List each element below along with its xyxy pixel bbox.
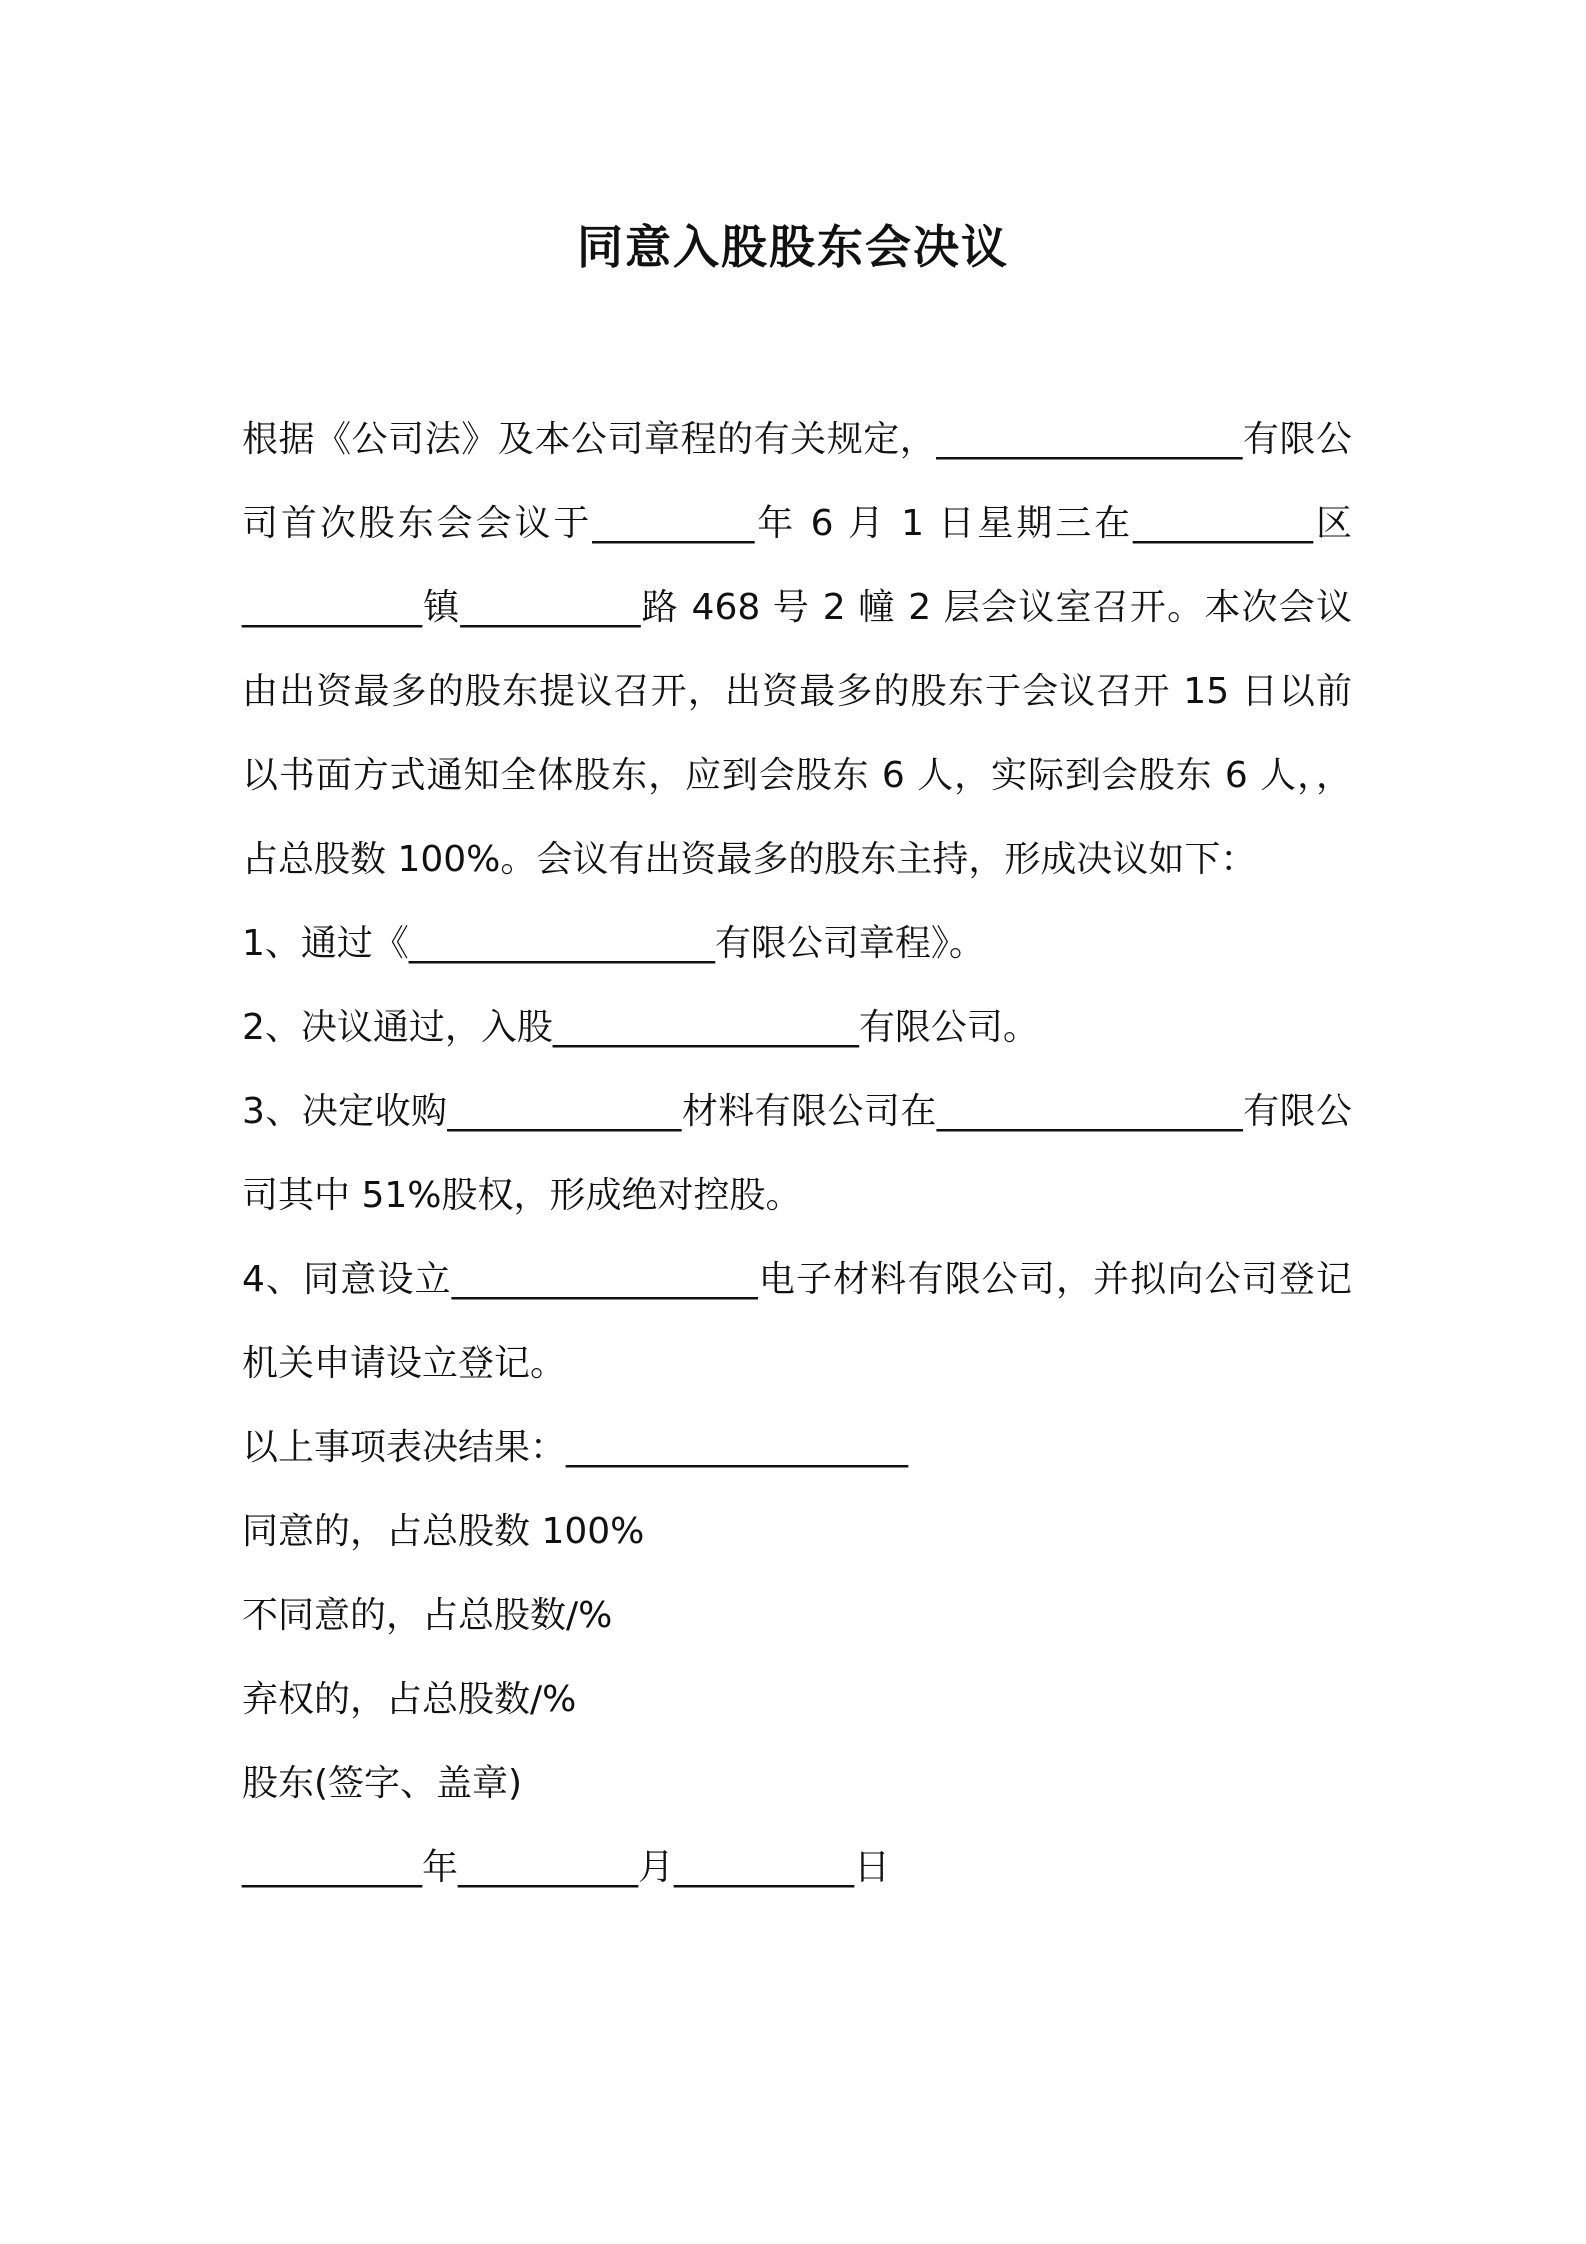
- date-line: __________年__________月__________日: [242, 1847, 890, 1888]
- intro-paragraph: 根据《公司法》及本公司章程的有关规定，_________________有限公司首次股东会会议于_________年 6 月 1 日星期三在__________区__________镇__________路 468 号 2 幢 2 层会议室召开。本次会议由出资最多的股东提议召开，出资最多的股东于会议召开 15 日以前以书面方式通知全体股东，应到会股东 6 人，实际到会股东 6 人，，占总股数 100%。会议有出资最多的股东主持，形成决议如下：: [242, 419, 1352, 880]
- resolution-item-2: 2、决议通过，入股_________________有限公司。: [242, 1007, 1039, 1048]
- vote-agree: 同意的，占总股数 100%: [242, 1511, 645, 1552]
- resolution-item-3: 3、决定收购_____________材料有限公司在_________________有限公司其中 51%股权，形成绝对控股。: [242, 1091, 1352, 1216]
- resolution-item-1: 1、通过《_________________有限公司章程》。: [242, 923, 985, 964]
- vote-disagree: 不同意的，占总股数/%: [242, 1595, 613, 1636]
- document-title: 同意入股股东会决议: [577, 220, 1009, 274]
- vote-abstain: 弃权的，占总股数/%: [242, 1679, 577, 1720]
- vote-result-heading: 以上事项表决结果：___________________: [242, 1427, 909, 1468]
- resolution-item-4: 4、同意设立_________________电子材料有限公司，并拟向公司登记机关申请设立登记。: [242, 1259, 1352, 1384]
- signature-label: 股东(签字、盖章): [242, 1763, 523, 1804]
